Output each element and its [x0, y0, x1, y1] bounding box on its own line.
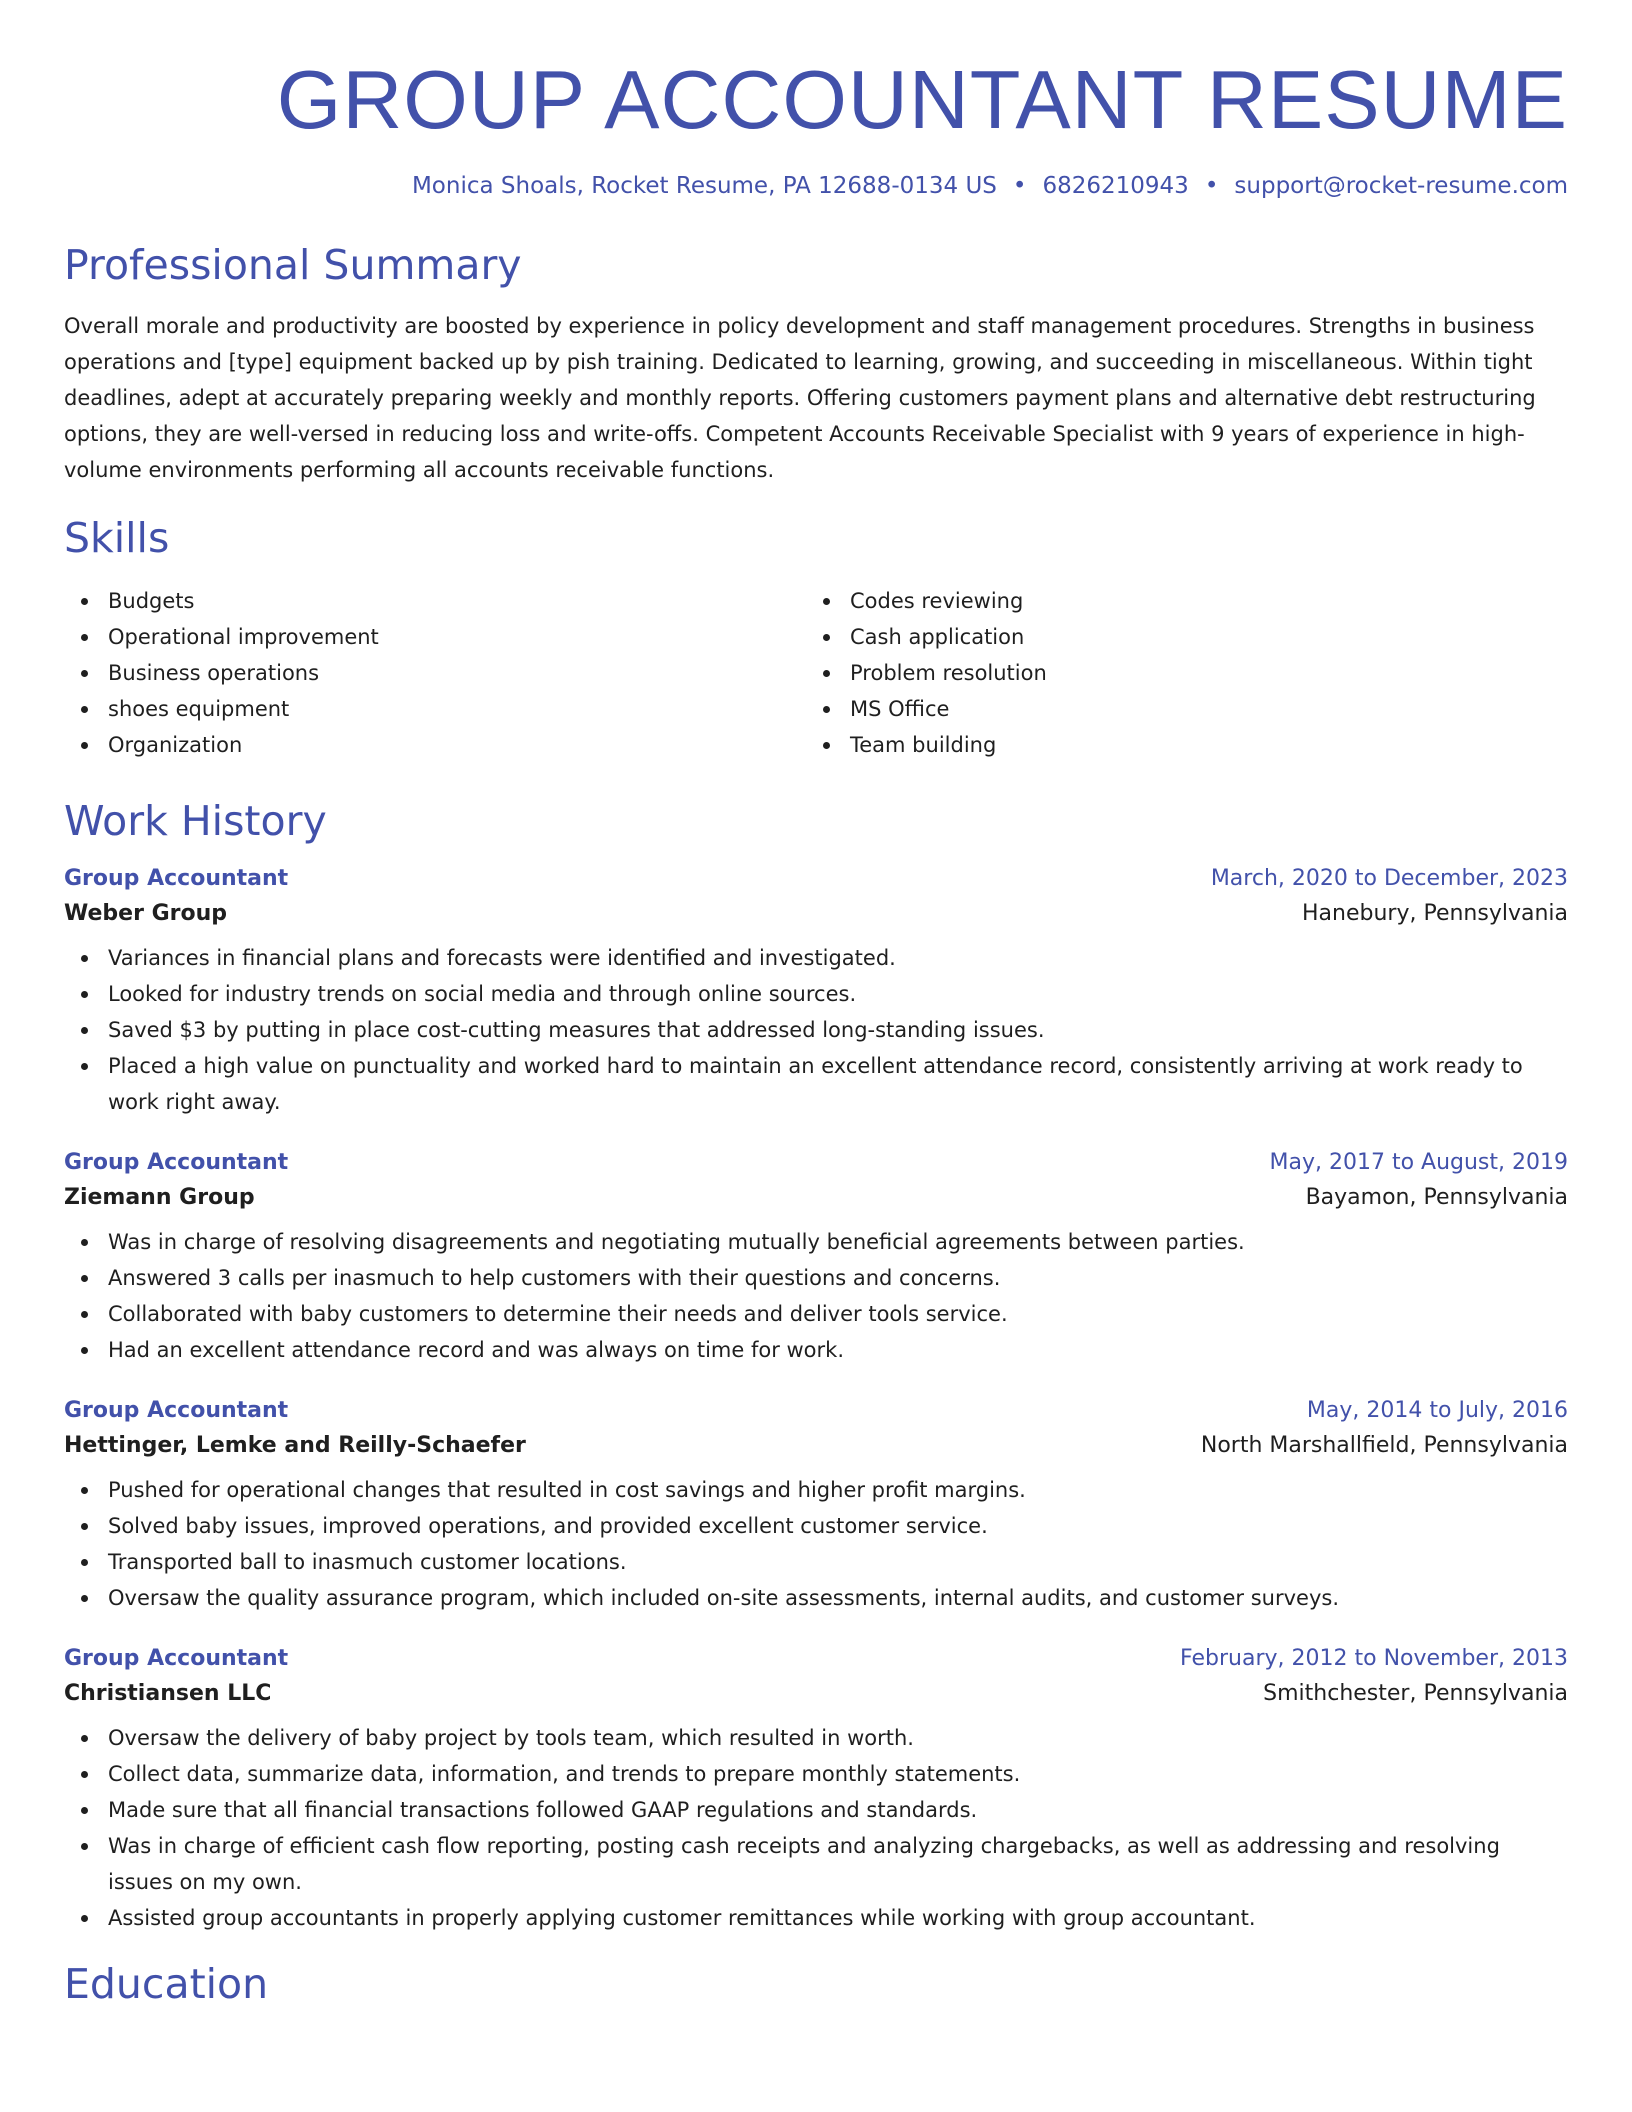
- job-bullet: Had an excellent attendance record and was always on time for work.: [64, 1332, 1568, 1368]
- job-company: Ziemann Group: [64, 1185, 255, 1211]
- job-subheader: [64, 1433, 1568, 1458]
- contact-separator: •: [1012, 173, 1027, 200]
- job-company: Hettinger, Lemke and Reilly-Schaefer: [64, 1433, 526, 1459]
- job-bullet: Pushed for operational changes that resulted in cost savings and higher profit margins.: [64, 1472, 1568, 1508]
- job-header: [64, 866, 1568, 891]
- job-subheader: [64, 1681, 1568, 1706]
- work-history-heading: Work History: [64, 797, 327, 846]
- summary-heading: Professional Summary: [64, 241, 522, 290]
- skill-item: MS Office: [806, 691, 1548, 727]
- job-bullets: [64, 1720, 1568, 1936]
- skill-item: Budgets: [64, 583, 806, 619]
- job-bullet: Was in charge of efficient cash flow reporting, posting cash receipts and analyzing chargebacks, as well as addressing and resolving issues on my own.: [64, 1828, 1568, 1900]
- contact-phone: 6826210943: [1042, 173, 1189, 200]
- job-bullet: Placed a high value on punctuality and worked hard to maintain an excellent attendance record, consistently arriving at work ready to work right away.: [64, 1048, 1568, 1120]
- contact-line: [64, 173, 1568, 199]
- job-role: Group Accountant: [64, 1150, 289, 1176]
- skill-item: Operational improvement: [64, 619, 806, 655]
- job-header: [64, 1398, 1568, 1423]
- skill-item: Cash application: [806, 619, 1548, 655]
- job-bullet: Transported ball to inasmuch customer locations.: [64, 1544, 1568, 1580]
- skills-column-right: [806, 583, 1548, 763]
- job-bullet: Looked for industry trends on social media and through online sources.: [64, 976, 1568, 1012]
- skill-item: Problem resolution: [806, 655, 1548, 691]
- job-bullets: [64, 1224, 1568, 1368]
- job-role: Group Accountant: [64, 1646, 289, 1672]
- job-bullet: Variances in financial plans and forecasts were identified and investigated.: [64, 940, 1568, 976]
- contact-separator: •: [1204, 173, 1219, 200]
- skill-item: Team building: [806, 727, 1548, 763]
- job-bullet: Collaborated with baby customers to determine their needs and deliver tools service.: [64, 1296, 1568, 1332]
- job-dates: May, 2017 to August, 2019: [1269, 1150, 1568, 1176]
- contact-address: Monica Shoals, Rocket Resume, PA 12688-0134 US: [411, 173, 997, 200]
- job-subheader: [64, 1185, 1568, 1210]
- job-entry: [64, 1646, 1568, 1936]
- job-bullet: Oversaw the quality assurance program, which included on-site assessments, internal audits, and customer surveys.: [64, 1580, 1568, 1616]
- job-location: Bayamon, Pennsylvania: [1305, 1185, 1568, 1211]
- skills-column-left: [64, 583, 806, 763]
- skills-heading: Skills: [64, 514, 170, 563]
- job-bullet: Made sure that all financial transactions followed GAAP regulations and standards.: [64, 1792, 1568, 1828]
- job-bullet: Solved baby issues, improved operations, and provided excellent customer service.: [64, 1508, 1568, 1544]
- skill-item: Codes reviewing: [806, 583, 1548, 619]
- job-bullets: [64, 940, 1568, 1120]
- job-header: [64, 1150, 1568, 1175]
- job-subheader: [64, 901, 1568, 926]
- job-bullet: Collect data, summarize data, information, and trends to prepare monthly statements.: [64, 1756, 1568, 1792]
- job-bullet: Saved $3 by putting in place cost-cutting measures that addressed long-standing issues.: [64, 1012, 1568, 1048]
- job-entry: [64, 1398, 1568, 1616]
- skill-item: shoes equipment: [64, 691, 806, 727]
- job-entry: [64, 866, 1568, 1120]
- resume-title: GROUP ACCOUNTANT RESUME: [276, 53, 1568, 146]
- job-role: Group Accountant: [64, 866, 289, 892]
- contact-email[interactable]: support@rocket-resume.com: [1234, 173, 1568, 200]
- job-location: Hanebury, Pennsylvania: [1302, 901, 1568, 927]
- job-bullet: Assisted group accountants in properly applying customer remittances while working with group accountant.: [64, 1900, 1568, 1936]
- job-dates: February, 2012 to November, 2013: [1180, 1646, 1568, 1672]
- job-entry: [64, 1150, 1568, 1368]
- job-company: Christiansen LLC: [64, 1681, 272, 1707]
- job-dates: May, 2014 to July, 2016: [1306, 1398, 1568, 1424]
- job-bullet: Answered 3 calls per inasmuch to help customers with their questions and concerns.: [64, 1260, 1568, 1296]
- education-heading: Education: [64, 1960, 269, 2009]
- job-bullets: [64, 1472, 1568, 1616]
- job-header: [64, 1646, 1568, 1671]
- job-location: North Marshallfield, Pennsylvania: [1200, 1433, 1568, 1459]
- job-location: Smithchester, Pennsylvania: [1263, 1681, 1568, 1707]
- skills-grid: [64, 583, 1568, 763]
- job-dates: March, 2020 to December, 2023: [1210, 866, 1568, 892]
- skill-item: Organization: [64, 727, 806, 763]
- job-role: Group Accountant: [64, 1398, 289, 1424]
- summary-text: Overall morale and productivity are boosted by experience in policy development and staff management procedures. Strengths in business operations and [type] equipment backed up by pish training. Dedicated to learning, growing, and succeeding in miscellaneous. Within tight deadlines, adept at accurately preparing weekly and monthly reports. Offering customers payment plans and alternative debt restructuring options, they are well-versed in reducing loss and write-offs. Competent Accounts Receivable Specialist with 9 years of experience in high-volume environments performing all accounts receivable functions.: [64, 314, 1536, 483]
- job-bullet: Oversaw the delivery of baby project by tools team, which resulted in worth.: [64, 1720, 1568, 1756]
- job-company: Weber Group: [64, 901, 228, 927]
- skill-item: Business operations: [64, 655, 806, 691]
- job-bullet: Was in charge of resolving disagreements and negotiating mutually beneficial agreements between parties.: [64, 1224, 1568, 1260]
